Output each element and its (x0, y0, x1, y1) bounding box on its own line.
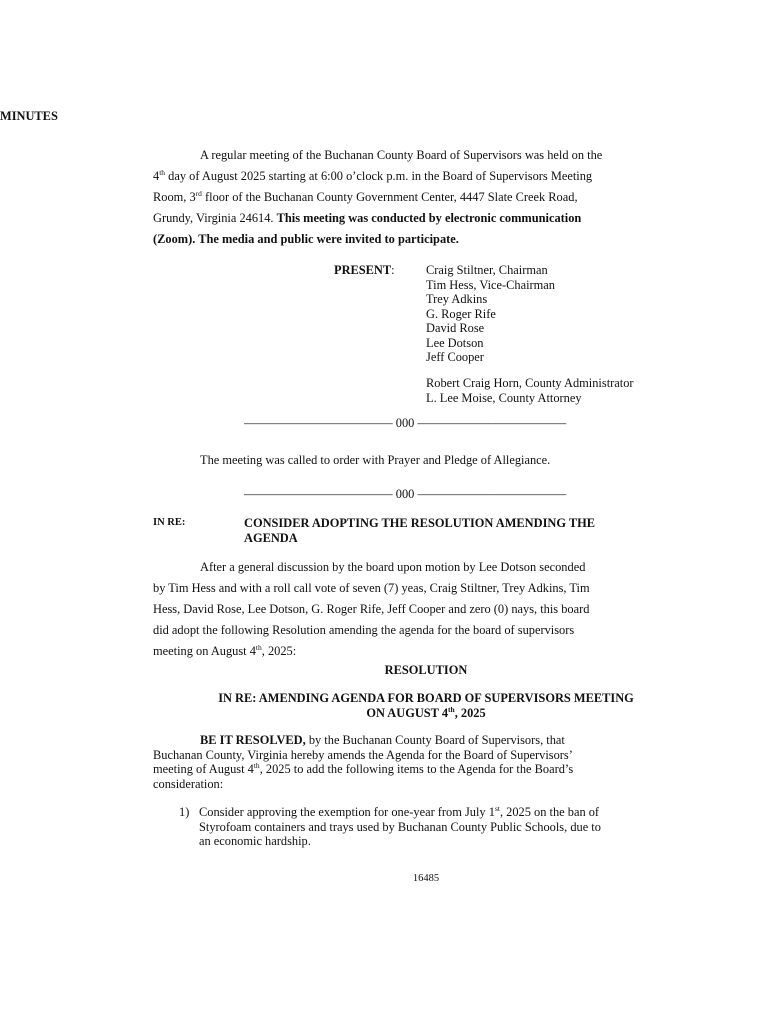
discussion-line-3-text: Hess, David Rose, Lee Dotson, G. Roger Rife, Jeff Cooper and zero (0) nays, this board (153, 602, 590, 616)
staff-item: Robert Craig Horn, County Administrator (426, 376, 634, 390)
section-divider (244, 416, 566, 431)
resolution-body-line-3-b: , 2025 to add the following items to the Agenda for the Board’s (259, 762, 574, 776)
resolution-subheading-line-2-a: ON AUGUST 4 (366, 705, 449, 720)
call-to-order-text: The meeting was called to order with Prayer and Pledge of Allegiance. (200, 453, 551, 467)
section-divider-text: ———————————— 000 ———————————— (244, 487, 567, 501)
intro-line-2 (153, 166, 592, 187)
resolution-subheading-line-2-b: , 2025 (454, 705, 486, 720)
resolution-body-bold: BE IT RESOLVED, (200, 733, 306, 747)
discussion-line-4-text: did adopt the following Resolution amending the agenda for the board of supervisors (153, 623, 575, 637)
intro-line-2-sup: th (159, 168, 166, 177)
in-re-heading-line-1: CONSIDER ADOPTING THE RESOLUTION AMENDING THE (244, 516, 596, 530)
intro-line-5-bold: (Zoom). The media and public were invited to participate. (153, 232, 459, 246)
intro-line-2-b: day of August 2025 starting at 6:00 o’clock p.m. in the Board of Supervisors Meeting (165, 169, 593, 183)
resolution-subheading (0, 691, 770, 720)
resolution-subheading-line-1: IN RE: AMENDING AGENDA FOR BOARD OF SUPERVISORS MEETING (218, 691, 634, 705)
resolution-item-number (179, 805, 189, 820)
section-divider (244, 487, 566, 502)
present-label-colon: : (391, 263, 395, 277)
resolution-body-line-3 (153, 762, 573, 777)
section-divider-text: ———————————— 000 ———————————— (244, 416, 567, 430)
call-to-order (200, 453, 550, 468)
member-item: G. Roger Rife (426, 306, 496, 321)
member-item: David Rose (426, 321, 485, 335)
page-number (0, 873, 770, 884)
in-re-label (153, 517, 185, 528)
intro-line-4-a: Grundy, Virginia 24614. (153, 211, 277, 225)
in-re-label-text: IN RE: (153, 517, 186, 528)
discussion-line-1 (200, 557, 585, 578)
in-re-heading-line-2: AGENDA (244, 530, 298, 545)
present-members-list (426, 263, 555, 365)
resolution-item-line-1-sup: st (494, 804, 500, 813)
resolution-body-line-1-rest: by the Buchanan County Board of Supervisors, that (305, 733, 565, 747)
discussion-line-2 (153, 578, 590, 599)
present-staff-list (426, 376, 634, 405)
resolution-item-line-3: an economic hardship. (199, 834, 311, 848)
page-title (0, 109, 770, 124)
discussion-line-3 (153, 599, 589, 620)
member-item: Lee Dotson (426, 335, 484, 350)
discussion-line-5 (153, 641, 296, 662)
discussion-line-1-text: After a general discussion by the board upon motion by Lee Dotson seconded (200, 560, 586, 574)
intro-line-4 (153, 208, 581, 229)
resolution-item-line-2: Styrofoam containers and trays used by Buchanan County Public Schools, due to (199, 819, 601, 834)
intro-line-1-text: A regular meeting of the Buchanan County Board of Supervisors was held on the (200, 148, 603, 162)
resolution-body-line-3-sup: th (253, 761, 260, 770)
resolution-item-line-1 (199, 805, 601, 820)
intro-line-3-sup: rd (195, 189, 202, 198)
present-label-text: PRESENT (334, 263, 392, 277)
member-item: Tim Hess, Vice-Chairman (426, 277, 556, 292)
resolution-heading-text: RESOLUTION (384, 663, 468, 677)
present-label (334, 263, 395, 278)
intro-line-1 (200, 145, 602, 166)
intro-line-3-a: Room, 3 (153, 190, 196, 204)
resolution-body (153, 733, 573, 791)
resolution-item-line-1-a: Consider approving the exemption for one-year from July 1 (199, 805, 495, 819)
resolution-item-number-text: 1) (179, 805, 190, 819)
resolution-body-line-2: Buchanan County, Virginia hereby amends the Agenda for the Board of Supervisors’ (153, 747, 573, 762)
member-item: Trey Adkins (426, 292, 488, 306)
staff-item: L. Lee Moise, County Attorney (426, 390, 582, 405)
discussion-line-4 (153, 620, 574, 641)
resolution-item-text (199, 805, 601, 849)
intro-line-4-bold: This meeting was conducted by electronic communication (276, 211, 582, 225)
resolution-subheading-line-2 (0, 706, 770, 721)
resolution-body-line-3-a: meeting of August 4 (153, 762, 254, 776)
page-title-text: MINUTES (0, 109, 58, 123)
page-number-text: 16485 (412, 873, 440, 884)
intro-line-5 (153, 229, 459, 250)
intro-line-3 (153, 187, 578, 208)
resolution-item-line-1-b: , 2025 on the ban of (499, 805, 600, 819)
intro-line-3-b: floor of the Buchanan County Government Center, 4447 Slate Creek Road, (201, 190, 578, 204)
intro-line-2-a: 4 (153, 169, 160, 183)
discussion-line-5-b: , 2025: (261, 644, 297, 658)
discussion-line-5-a: meeting on August 4 (153, 644, 256, 658)
member-item: Jeff Cooper (426, 350, 484, 364)
resolution-heading (0, 663, 770, 678)
resolution-subheading-line-2-sup: th (448, 704, 455, 714)
in-re-heading (244, 516, 595, 545)
resolution-body-line-4: consideration: (153, 776, 224, 791)
member-item: Craig Stiltner, Chairman (426, 263, 548, 277)
discussion-line-2-text: by Tim Hess and with a roll call vote of seven (7) yeas, Craig Stiltner, Trey Adkins, Tim (153, 581, 590, 595)
discussion-line-5-sup: th (255, 643, 262, 652)
resolution-body-line-1 (153, 733, 573, 748)
